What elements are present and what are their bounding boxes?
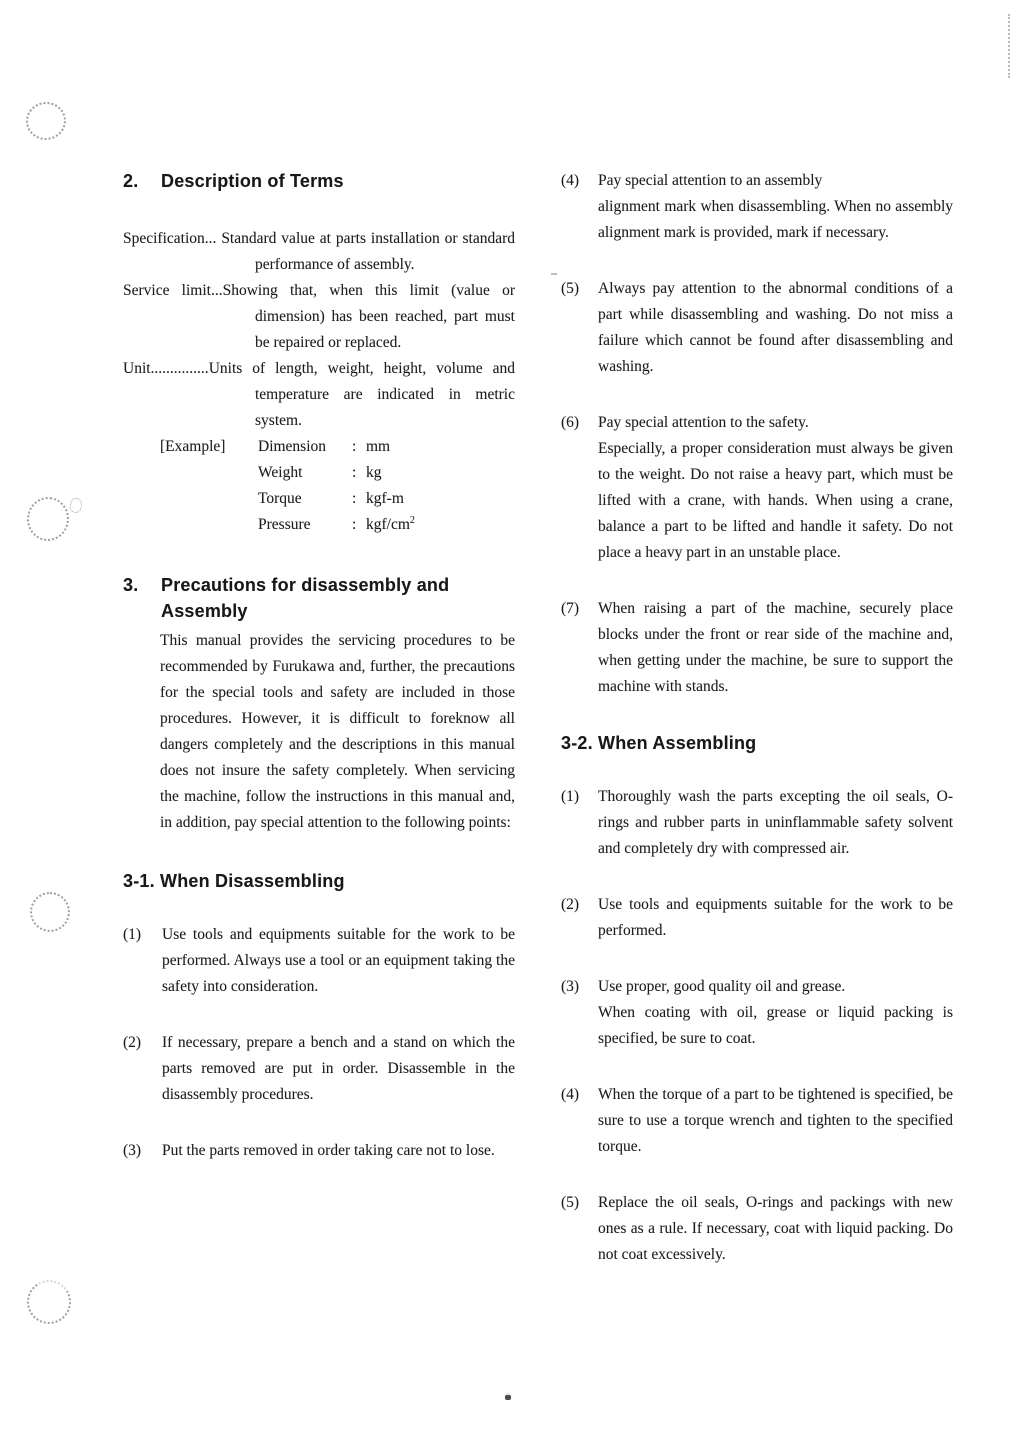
- item-number: (4): [561, 1086, 580, 1103]
- item-text: If necessary, prepare a bench and a stand on which the parts removed are put in order. Disassemble in the disassembly procedures.: [162, 1034, 515, 1103]
- definition-term: Specification...: [123, 230, 217, 247]
- definition-term: Unit...............: [123, 360, 209, 377]
- item-text: Use proper, good quality oil and grease. When coating with oil, grease or liquid packing is specified, be sure to coat.: [598, 978, 953, 1047]
- scan-artifact-ring: [30, 892, 70, 932]
- left-column: [123, 168, 515, 1268]
- item-number: (3): [561, 978, 580, 995]
- item-text: Replace the oil seals, O-rings and packings with new ones as a rule. If necessary, coat with liquid packing. Do not coat excessively.: [598, 1194, 953, 1263]
- definition-service-limit: [123, 278, 515, 356]
- scan-artifact-ring: [24, 99, 69, 142]
- example-value: kgf-m: [366, 490, 404, 507]
- list-item: [561, 168, 953, 246]
- example-row: [258, 512, 515, 538]
- scan-artifact-ring: [25, 495, 71, 543]
- list-item: [561, 596, 953, 700]
- item-text: When the torque of a part to be tightened is specified, be sure to use a torque wrench and tighten to the specified torque.: [598, 1086, 953, 1155]
- example-rows: [258, 434, 515, 538]
- example-name: Dimension: [258, 438, 327, 455]
- item-text: Put the parts removed in order taking care not to lose.: [162, 1142, 495, 1159]
- example-colon: :: [352, 516, 357, 533]
- subsection-heading-disassembling: 3-1. When Disassembling: [123, 871, 345, 891]
- item-text: Thoroughly wash the parts excepting the oil seals, O-rings and rubber parts in uninflammable safety solvent and completely dry with compressed air.: [598, 788, 953, 857]
- scan-artifact-ring: [22, 1275, 75, 1328]
- definition-unit: [123, 356, 515, 434]
- item-number: (5): [561, 1194, 580, 1211]
- example-row: [258, 460, 515, 486]
- example-name: Weight: [258, 464, 303, 481]
- scan-artifact-mark: [68, 497, 84, 515]
- list-item: [561, 1082, 953, 1160]
- item-number: (4): [561, 172, 580, 189]
- list-item: [561, 276, 953, 380]
- example-row: [258, 434, 515, 460]
- item-text: Pay special attention to an assembly alignment mark when disassembling. When no assembly alignment mark is provided, mark if necessary.: [598, 172, 953, 241]
- precautions-intro: This manual provides the servicing procedures to be recommended by Furukawa and, further, the precautions for the special tools and safety are included in those procedures. However, it is difficult to foreknow all dangers completely and the descriptions in this manual does not insure the safety completely. When servicing the machine, follow the instructions in this manual and, in addition, pay special attention to the following points:: [160, 632, 515, 831]
- example-colon: :: [352, 464, 357, 481]
- item-number: (7): [561, 600, 580, 617]
- example-block: [123, 434, 515, 538]
- definition-text: Units of length, weight, height, volume and temperature are indicated in metric system.: [208, 360, 515, 429]
- definition-term: Service limit...: [123, 282, 223, 299]
- list-item: [561, 784, 953, 862]
- item-number: (5): [561, 280, 580, 297]
- example-colon: :: [352, 438, 357, 455]
- item-text: Use tools and equipments suitable for the work to be performed.: [598, 896, 953, 939]
- section-heading-precautions: [123, 572, 515, 624]
- definition-specification: [123, 226, 515, 278]
- item-number: (2): [123, 1034, 142, 1051]
- item-text: When raising a part of the machine, securely place blocks under the front or rear side of the machine and, when getting under the machine, be sure to support the machine with stands.: [598, 600, 953, 695]
- list-item: [123, 1138, 515, 1164]
- example-name: Pressure: [258, 516, 311, 533]
- list-item: [561, 1190, 953, 1268]
- item-number: (1): [561, 788, 580, 805]
- page-content: [123, 168, 953, 1268]
- item-text: Use tools and equipments suitable for the work to be performed. Always use a tool or an equipment taking the safety into consideration.: [162, 926, 515, 995]
- definition-text: Standard value at parts installation or standard performance of assembly.: [221, 230, 516, 273]
- example-name: Torque: [258, 490, 302, 507]
- example-value: mm: [366, 438, 391, 455]
- scan-artifact-dotted-line: [1008, 14, 1010, 78]
- heading-title: Precautions for disassembly and Assembly: [161, 575, 450, 621]
- list-item: [561, 410, 953, 566]
- scan-artifact-dot: [505, 1395, 511, 1400]
- example-colon: :: [352, 490, 357, 507]
- item-text: Pay special attention to the safety. Especially, a proper consideration must always be given to the weight. Do not raise a heavy part, which must be lifted with a crane, with hands. When using a crane, balance a part to be lifted and handle it safety. Do not place a heavy part in an unstable place.: [598, 414, 953, 561]
- heading-number: 2.: [123, 171, 139, 191]
- right-column: [561, 168, 953, 1268]
- heading-number: 3.: [123, 575, 139, 595]
- list-item: [561, 974, 953, 1052]
- example-row: [258, 486, 515, 512]
- example-label: [Example]: [160, 438, 226, 455]
- item-number: (6): [561, 414, 580, 431]
- item-number: (3): [123, 1142, 142, 1159]
- item-number: (1): [123, 926, 142, 943]
- example-value: kg: [366, 464, 382, 481]
- heading-title: Description of Terms: [161, 171, 344, 191]
- section-heading-terms: [123, 168, 515, 194]
- list-item: [123, 922, 515, 1000]
- item-text: Always pay attention to the abnormal conditions of a part while disassembling and washing. Do not miss a failure which cannot be found after disassembling and washing.: [598, 280, 953, 375]
- item-number: (2): [561, 896, 580, 913]
- example-value: kgf/$cm^2$: [366, 514, 415, 533]
- superscript: 2: [409, 514, 415, 526]
- definition-text: Showing that, when this limit (value or dimension) has been reached, part must be repaired or replaced.: [222, 282, 515, 351]
- list-item: [561, 892, 953, 944]
- list-item: [123, 1030, 515, 1108]
- subsection-heading-assembling: 3-2. When Assembling: [561, 733, 757, 753]
